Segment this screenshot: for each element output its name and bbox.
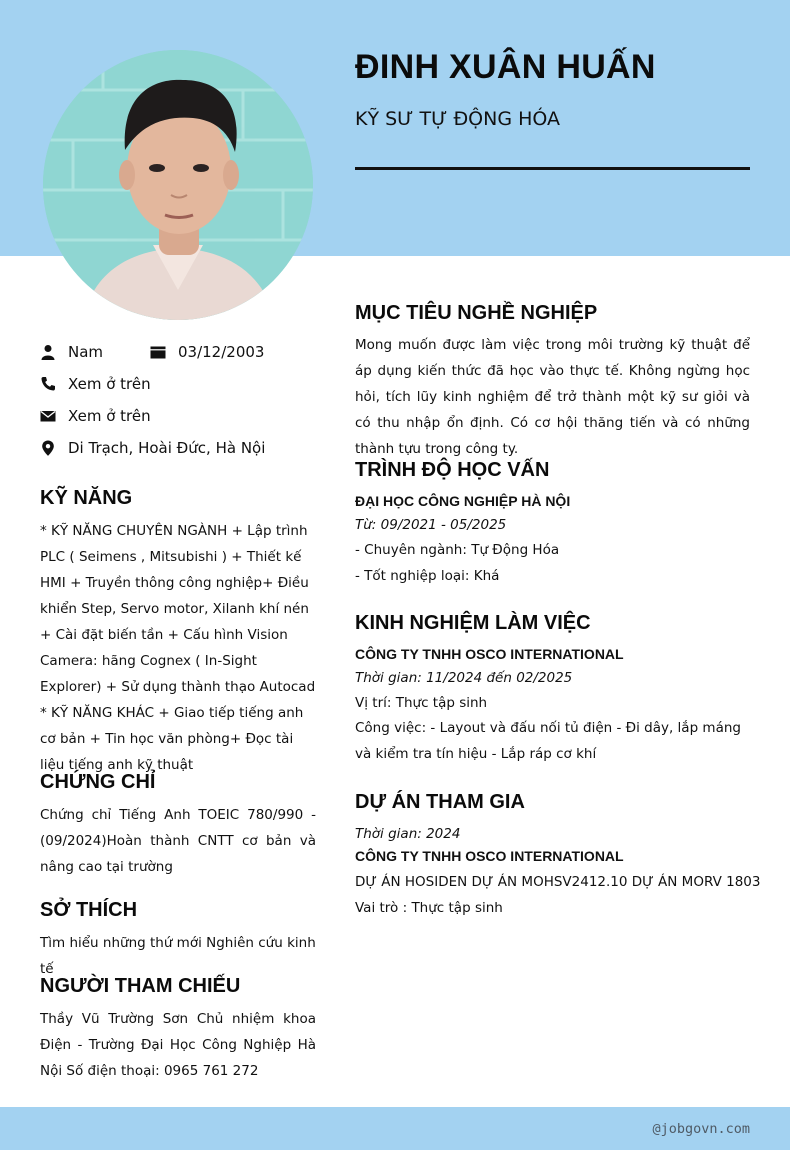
profile-photo: [43, 50, 313, 320]
address-value: Di Trạch, Hoài Đức, Hà Nội: [68, 439, 266, 457]
location-pin-icon: [40, 440, 56, 456]
skills-heading: KỸ NĂNG: [40, 487, 133, 509]
job-title: KỸ SƯ TỰ ĐỘNG HÓA: [355, 108, 561, 130]
projects-role: Vai trò : Thực tập sinh: [355, 900, 503, 916]
experience-work: Công việc: - Layout và đấu nối tủ điện - Đi dây, lắp máng và kiểm tra tín hiệu - Lắp ráp cơ khí: [355, 720, 741, 762]
phone-icon: [40, 376, 56, 392]
hobbies-heading: SỞ THÍCH: [40, 899, 138, 921]
projects-period: Thời gian: 2024: [355, 826, 461, 842]
watermark: @jobgovn.com: [652, 1121, 750, 1137]
education-grade: - Tốt nghiệp loại: Khá: [355, 568, 500, 584]
projects-heading: DỰ ÁN THAM GIA: [355, 791, 525, 813]
candidate-name: ĐINH XUÂN HUẤN: [355, 48, 656, 86]
email-value: Xem ở trên: [68, 407, 151, 425]
gender-value: Nam: [68, 343, 104, 361]
skills-text: * KỸ NĂNG CHUYÊN NGÀNH + Lập trình PLC ( Seimens , Mitsubishi ) + Thiết kế HMI + Truyền thông công nghiệp+ Điều khiển Step, Servo motor, Xilanh khí nén + Cài đặt biến tần + Cấu hình Vision Camera: hãng Cognex ( In-Sight Explorer) + Sử dụng thành thạo Autocad * KỸ NĂNG KHÁC + Giao tiếp tiếng anh cơ bản + Tin học văn phòng+ Đọc tài liệu tiếng anh kỹ thuật: [40, 523, 316, 773]
person-icon: [40, 344, 56, 360]
hobbies-text: Tìm hiểu những thứ mới Nghiên cứu kinh tế: [40, 935, 316, 977]
objective-heading: MỤC TIÊU NGHỀ NGHIỆP: [355, 302, 598, 324]
calendar-icon: [150, 344, 166, 360]
education-heading: TRÌNH ĐỘ HỌC VẤN: [355, 459, 550, 481]
experience-heading: KINH NGHIỆM LÀM VIỆC: [355, 612, 591, 634]
projects-names: DỰ ÁN HOSIDEN DỰ ÁN MOHSV2412.10 DỰ ÁN MORV 1803: [355, 874, 761, 890]
contact-birthdate: [150, 343, 264, 361]
experience-period: Thời gian: 11/2024 đến 02/2025: [355, 670, 573, 686]
contact-gender: [40, 343, 103, 361]
phone-value: Xem ở trên: [68, 375, 151, 393]
references-text: Thầy Vũ Trường Sơn Chủ nhiệm khoa Điện - Trường Đại Học Công Nghiệp Hà Nội Số điện thoại: 0965 761 272: [40, 1011, 316, 1079]
education-period: Từ: 09/2021 - 05/2025: [355, 517, 507, 533]
objective-text: Mong muốn được làm việc trong môi trường kỹ thuật để áp dụng kiến thức đã học vào thực tế. Không ngừng học hỏi, tích lũy kinh nghiệm để trở thành một kỹ sư giỏi và có thu nhập ổn định. Có cơ hội thăng tiến và có những thành tựu trong công ty.: [355, 337, 750, 457]
certificates-heading: CHỨNG CHỈ: [40, 771, 156, 793]
references-heading: NGƯỜI THAM CHIẾU: [40, 975, 241, 997]
experience-position: Vị trí: Thực tập sinh: [355, 695, 488, 711]
contact-email: [40, 407, 151, 425]
projects-company: CÔNG TY TNHH OSCO INTERNATIONAL: [355, 848, 624, 864]
title-divider: [355, 167, 750, 170]
contact-phone: [40, 375, 151, 393]
email-icon: [40, 408, 56, 424]
education-school: ĐẠI HỌC CÔNG NGHIỆP HÀ NỘI: [355, 493, 571, 509]
contact-address: [40, 439, 265, 457]
education-major: - Chuyên ngành: Tự Động Hóa: [355, 542, 560, 558]
experience-company: CÔNG TY TNHH OSCO INTERNATIONAL: [355, 646, 624, 662]
birthdate-value: 03/12/2003: [178, 343, 265, 361]
certificates-text: Chứng chỉ Tiếng Anh TOEIC 780/990 - (09/2024)Hoàn thành CNTT cơ bản và nâng cao tại trường: [40, 807, 316, 875]
